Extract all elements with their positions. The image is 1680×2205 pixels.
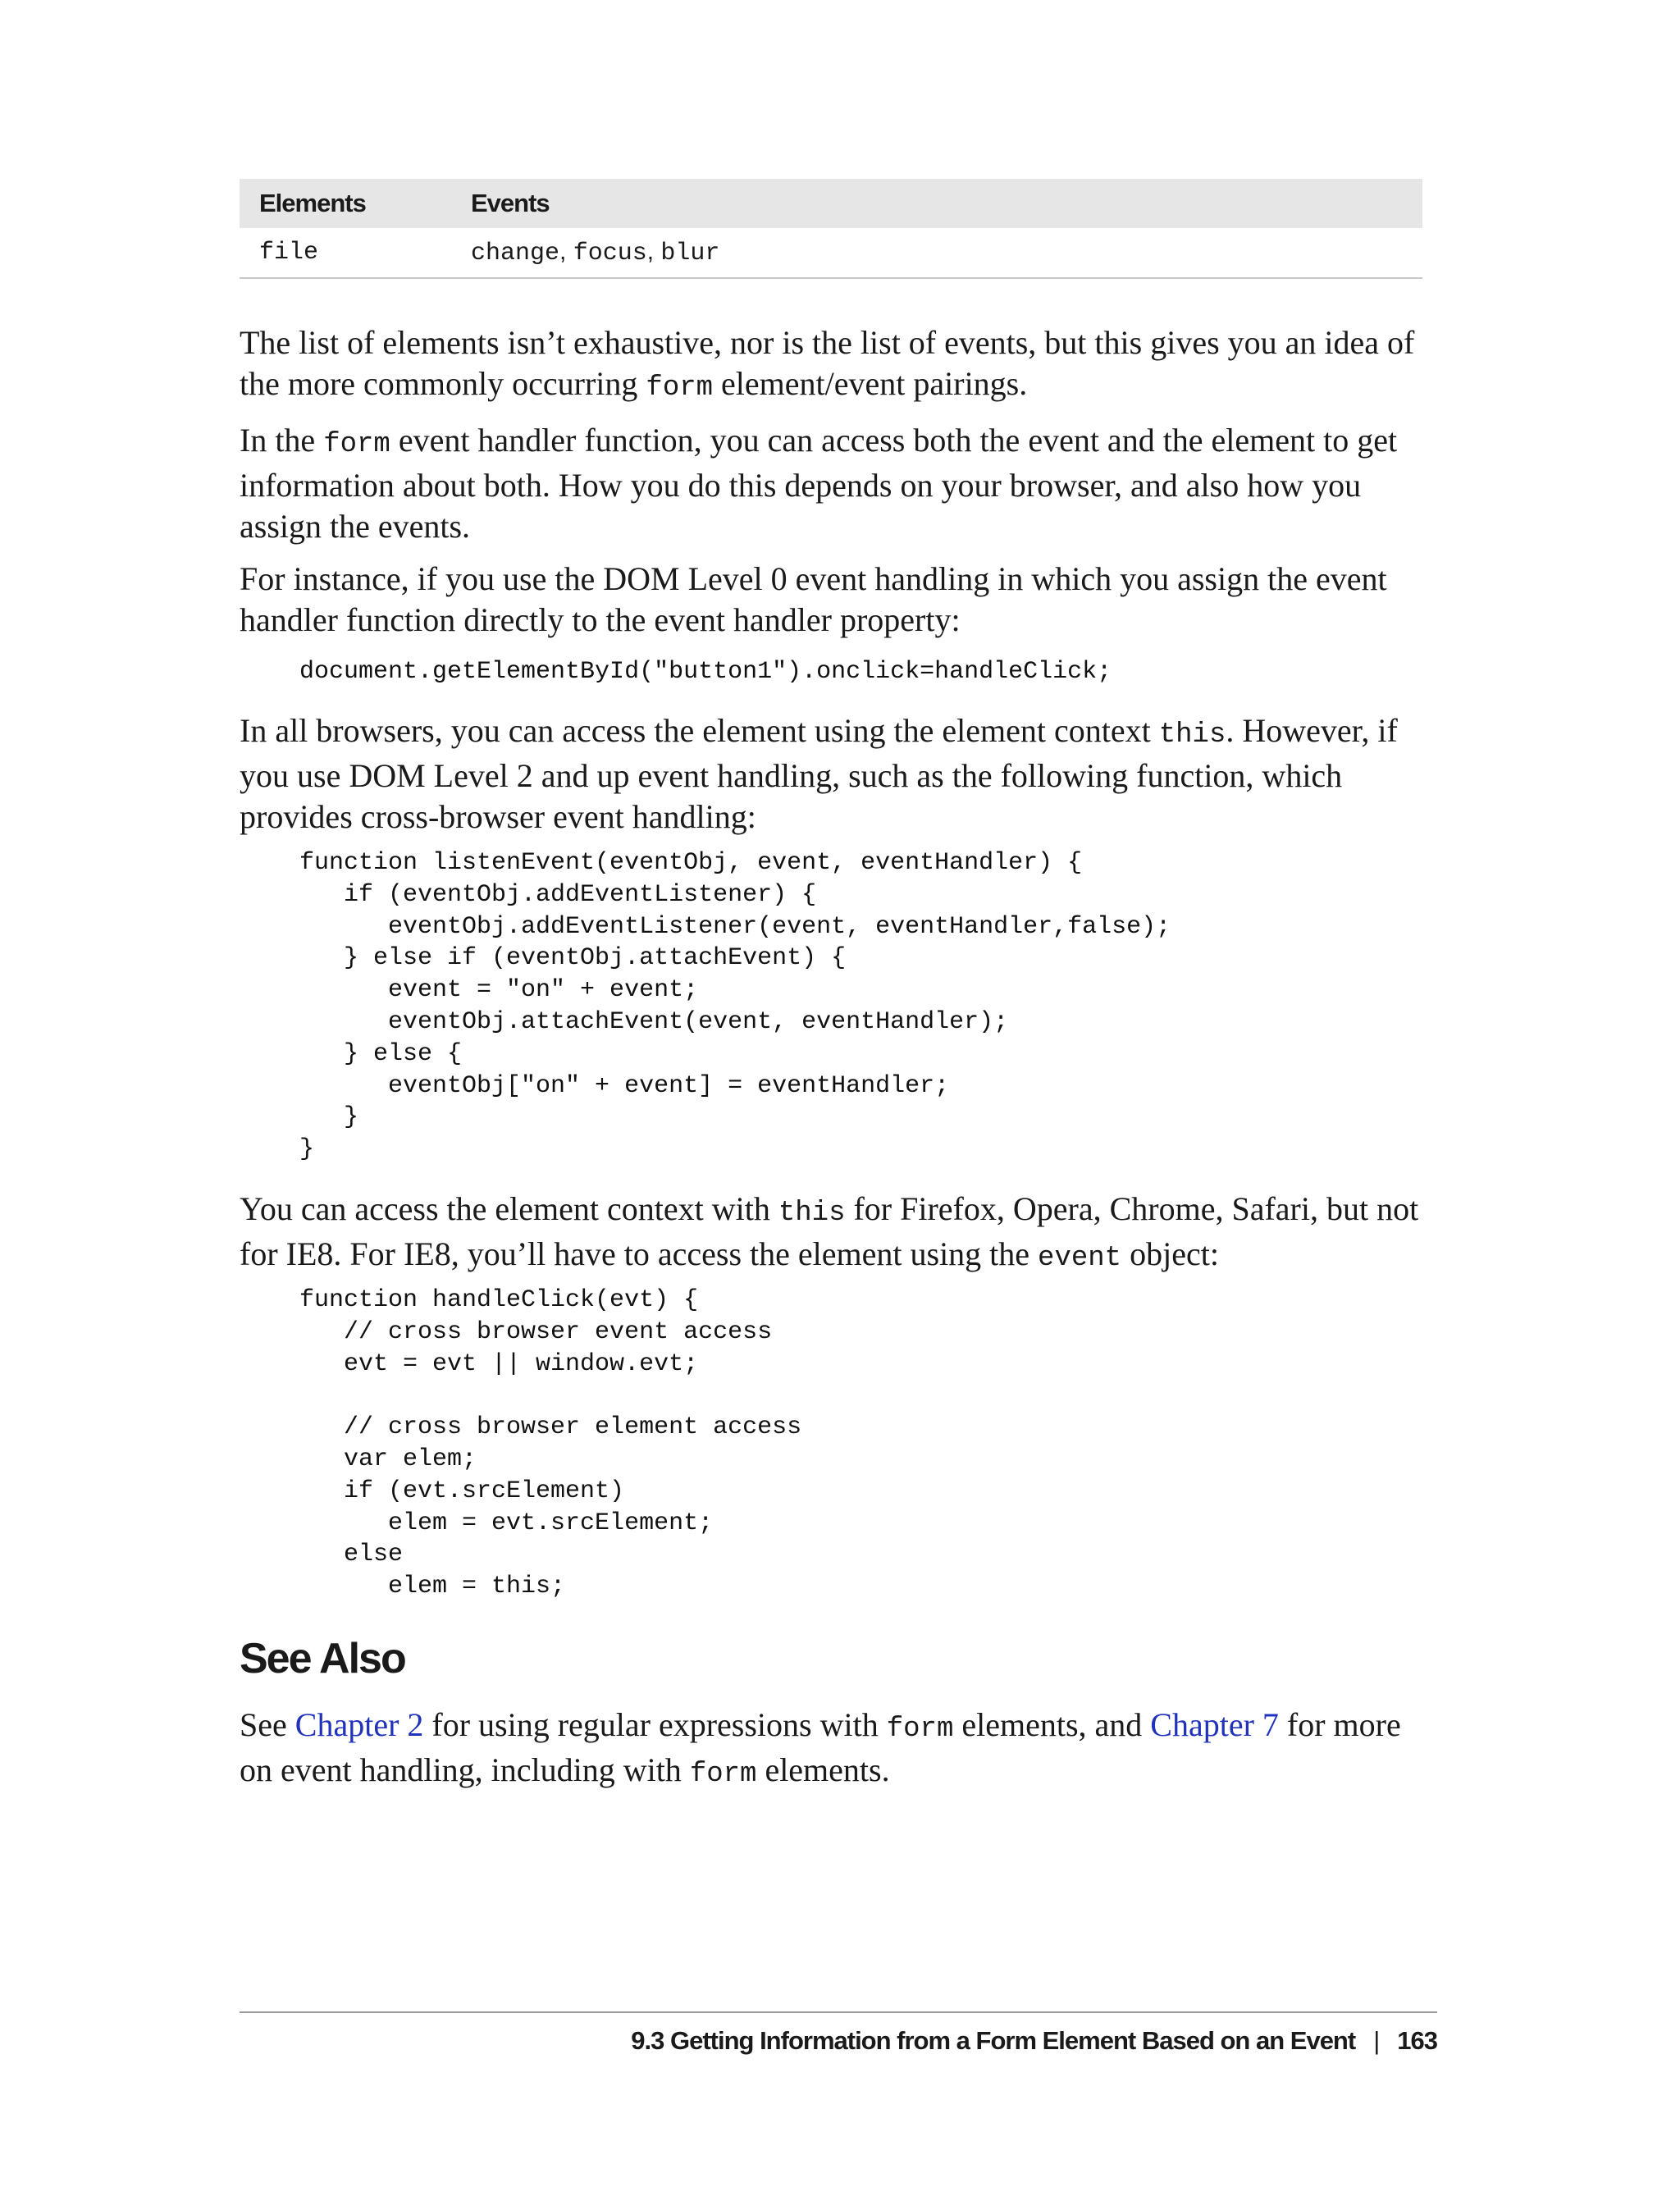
events-table <box>240 179 1422 279</box>
text-run: elements, and <box>953 1706 1151 1743</box>
inline-code: event <box>1038 1243 1122 1274</box>
page-footer <box>631 2026 1437 2056</box>
text-run: . However, if you use DOM Level 2 and up event handling, such as the following function, which provides cross-browser event handling: <box>240 712 1398 835</box>
paragraph-form-handler <box>240 420 1437 547</box>
code-block-onclick: document.getElementById("button1").onclick=handleClick; <box>299 658 1112 686</box>
section-heading-see-also: See Also <box>240 1635 405 1682</box>
text-run: for using regular expressions with <box>423 1706 887 1743</box>
paragraph-dom-level-0: For instance, if you use the DOM Level 0 event handling in which you assign the event handler function directly to the event handler property: <box>240 560 1387 638</box>
paragraph-see-also <box>240 1705 1437 1795</box>
table-cell-element: file <box>240 228 451 278</box>
text-run: for more on event handling, including with <box>240 1706 1401 1788</box>
page-number: 163 <box>1397 2026 1437 2055</box>
text-run: for Firefox, Opera, Chrome, Safari, but not for IE8. For IE8, you’ll have to access the element using the <box>240 1190 1419 1272</box>
table-header-elements: Elements <box>240 179 451 228</box>
text-run: event handler function, you can access both the event and the element to get information about both. How you do this depends on your browser, and also how you assign the events. <box>240 422 1398 545</box>
event-name: focus <box>573 240 647 267</box>
table-cell-events <box>451 228 1422 278</box>
inline-code: form <box>646 372 714 404</box>
inline-code: this <box>1158 719 1226 751</box>
text-run: element/event pairings. <box>713 365 1028 402</box>
table-header-row <box>240 179 1422 228</box>
inline-code: form <box>886 1714 954 1745</box>
text-run: object: <box>1121 1235 1219 1272</box>
table-header-events: Events <box>451 179 1422 228</box>
event-name: blur <box>660 240 720 267</box>
text-run: See <box>240 1706 295 1743</box>
inline-code: form <box>323 429 390 460</box>
paragraph-all-browsers <box>240 710 1437 838</box>
text-run: In the <box>240 422 324 459</box>
footer-divider <box>240 2011 1437 2013</box>
paragraph-element-context <box>240 1189 1437 1279</box>
event-separator: , <box>646 238 661 265</box>
footer-separator: | <box>1373 2026 1380 2055</box>
text-run: In all browsers, you can access the element using the element context <box>240 712 1159 749</box>
code-block-handle-click: function handleClick(evt) { // cross browser event access evt = evt || window.evt; // cross browser element access var elem; if (evt.srcElement) elem = evt.srcElement; else elem = this; <box>299 1286 802 1601</box>
table-row <box>240 228 1422 278</box>
inline-code: this <box>778 1198 846 1229</box>
event-separator: , <box>559 238 573 265</box>
text-run: elements. <box>756 1751 890 1788</box>
code-block-listen-event: function listenEvent(eventObj, event, eventHandler) { if (eventObj.addEventListener) { eventObj.addEventListener(event, eventHandler,false); } else if (eventObj.attachEvent) { event = "on" + event; eventObj.attachEvent(event, eventHandler); } else { eventObj["on" + event] = eventHandler; } } <box>299 849 1171 1164</box>
text-run: You can access the element context with <box>240 1190 778 1227</box>
footer-section-title: 9.3 Getting Information from a Form Element Based on an Event <box>631 2026 1356 2055</box>
chapter-7-link[interactable]: Chapter 7 <box>1150 1706 1279 1743</box>
inline-code: form <box>689 1759 757 1790</box>
text-run: The list of elements isn’t exhaustive, nor is the list of events, but this gives you an idea of the more commonly occurring <box>240 324 1415 402</box>
chapter-2-link[interactable]: Chapter 2 <box>294 1706 424 1743</box>
event-name: change <box>471 240 560 267</box>
paragraph-list-not-exhaustive <box>240 322 1437 409</box>
